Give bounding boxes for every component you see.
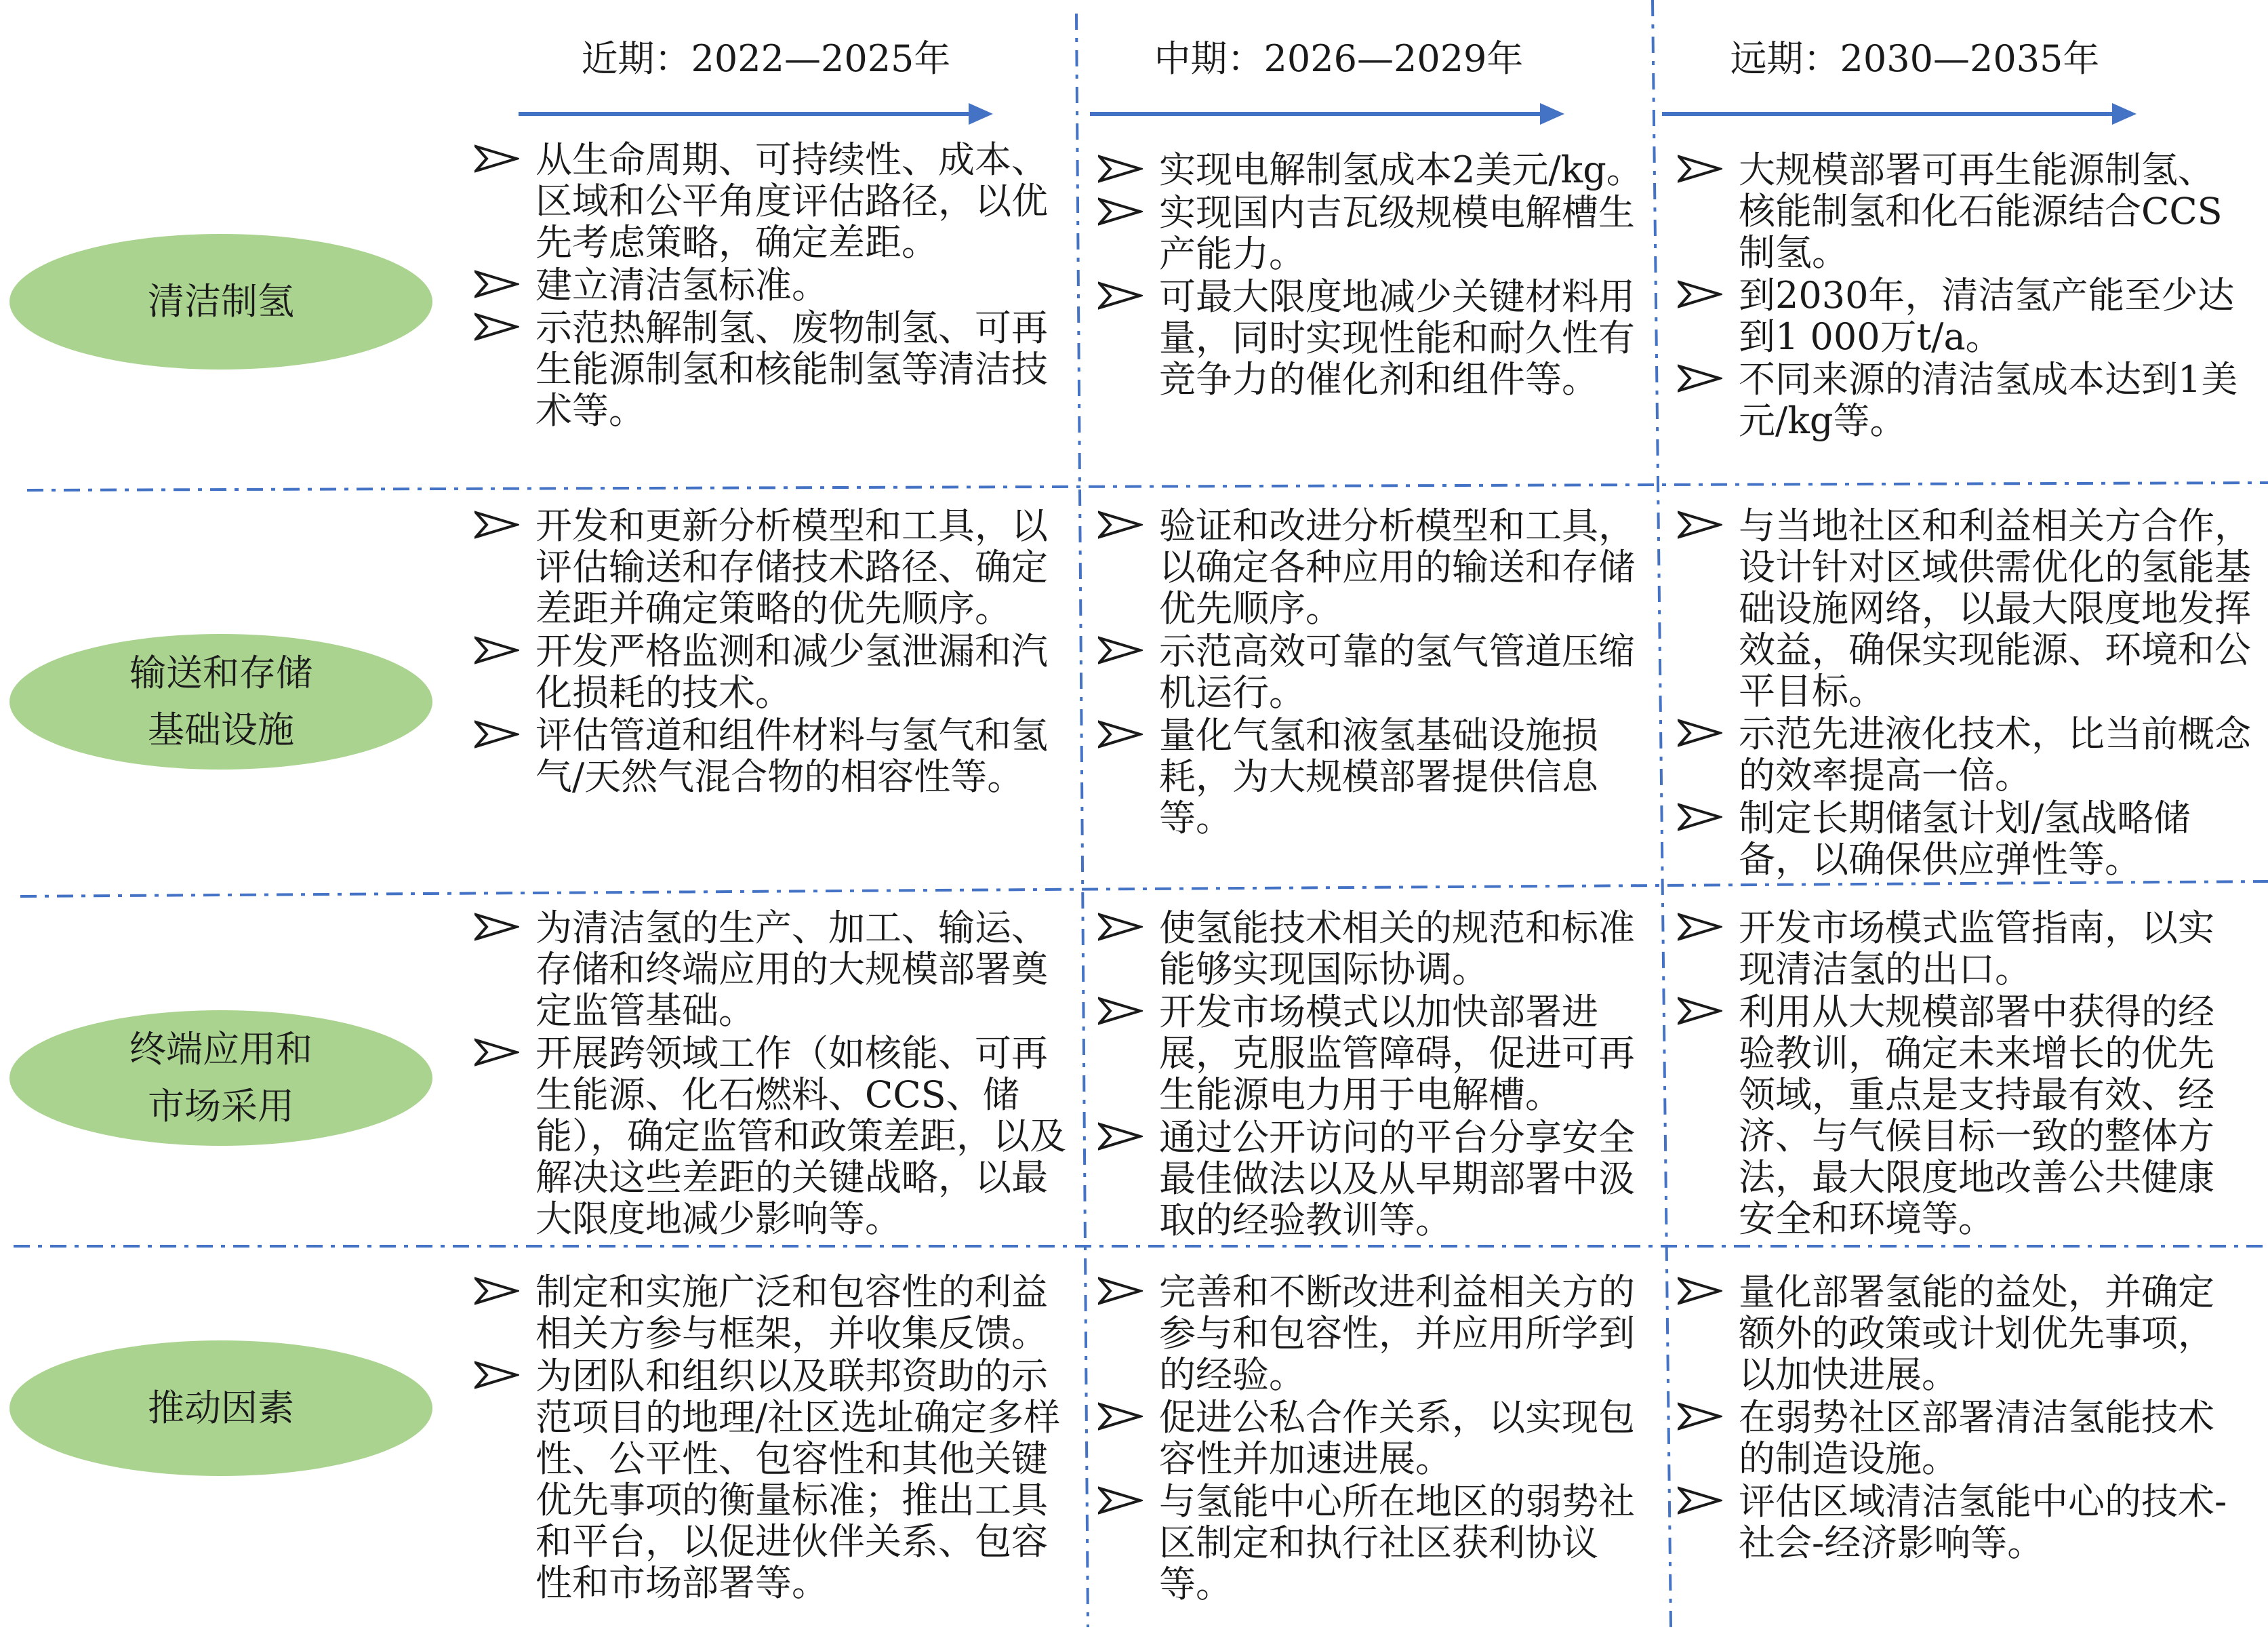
list-item-text: 实现国内吉瓦级规模电解槽生产能力。 (1159, 191, 1635, 275)
list-item (474, 631, 1068, 713)
cell-r2-c2 (1678, 907, 2247, 1241)
list-item-text: 实现电解制氢成本2美元/kg。 (1159, 148, 1643, 191)
list-item-text: 完善和不断改进利益相关方的参与和包容性，并应用所学到的经验。 (1159, 1271, 1635, 1396)
arrowhead-bullet-icon (1678, 718, 1722, 748)
arrow-far (1662, 100, 2137, 127)
list-item-text: 与当地社区和利益相关方合作，设计针对区域供需优化的氢能基础设施网络，以最大限度地发挥效益，确保实现能源、环境和公平目标。 (1739, 504, 2251, 713)
cell-r2-c0 (474, 907, 1068, 1241)
arrowhead-bullet-icon (1678, 510, 1722, 540)
arrowhead-bullet-icon (474, 719, 519, 749)
list-item-text: 大规模部署可再生能源制氢、核能制氢和化石能源结合CCS制氢。 (1739, 148, 2223, 274)
list-item-text: 促进公私合作关系，以实现包容性并加速进展。 (1159, 1396, 1635, 1480)
arrowhead-bullet-icon (1678, 279, 1722, 309)
arrowhead-bullet-icon (1678, 912, 1722, 942)
arrowhead-bullet-icon (1098, 1401, 1143, 1431)
arrowhead-bullet-icon (1678, 154, 1722, 184)
list-item (1098, 631, 1671, 713)
list-item (474, 505, 1068, 629)
list-item-text: 开发市场模式监管指南，以实现清洁氢的出口。 (1739, 906, 2214, 991)
period-header-near: 近期：2022—2025年 (581, 37, 951, 80)
list-item (1678, 1481, 2247, 1563)
list-item (1678, 505, 2261, 712)
arrow-mid (1090, 100, 1564, 127)
list-item (474, 264, 1068, 306)
arrowhead-bullet-icon (1678, 363, 1722, 393)
arrowhead-bullet-icon (474, 269, 519, 299)
row-label-end-use-market-text: 终端应用和市场采用 (129, 1028, 312, 1128)
list-item (1678, 275, 2247, 357)
list-item (1678, 713, 2261, 796)
period-header-mid: 中期：2026—2029年 (1154, 37, 1524, 80)
list-item-text: 量化部署氢能的益处，并确定额外的政策或计划优先事项，以加快进展。 (1739, 1271, 2214, 1396)
list-item (1678, 359, 2247, 441)
list-item-text: 可最大限度地减少关键材料用量，同时实现性能和耐久性有竞争力的催化剂和组件等。 (1159, 275, 1635, 401)
row-label-end-use-market (9, 1010, 432, 1146)
arrowhead-bullet-icon (1678, 1486, 1722, 1515)
list-item (474, 139, 1068, 263)
arrowhead-bullet-icon (1098, 719, 1143, 749)
list-item (474, 907, 1068, 1031)
list-item (1098, 276, 1671, 400)
row-label-enablers: 推动因素 (9, 1340, 432, 1476)
arrowhead-bullet-icon (1678, 1401, 1722, 1431)
list-item-text: 开发严格监测和减少氢泄漏和汽化损耗的技术。 (535, 630, 1048, 714)
arrowhead-bullet-icon (1678, 1276, 1722, 1306)
arrowhead-bullet-icon (1098, 1276, 1143, 1306)
list-item-text: 示范热解制氢、废物制氢、可再生能源制氢和核能制氢等清洁技术等。 (535, 306, 1048, 432)
arrowhead-bullet-icon (474, 510, 519, 540)
cell-r1-c2 (1678, 505, 2261, 881)
list-item (1098, 1271, 1671, 1395)
list-item (1098, 149, 1671, 191)
list-item-text: 利用从大规模部署中获得的经验教训，确定未来增长的优先领域，重点是支持最有效、经济、与气候目标一致的整体方法，最大限度地改善公共健康安全和环境等。 (1739, 991, 2214, 1240)
divider-horizontal-1 (27, 483, 2268, 490)
list-item-text: 评估管道和组件材料与氢气和氢气/天然气混合物的相容性等。 (535, 714, 1048, 798)
list-item-text: 不同来源的清洁氢成本达到1美元/kg等。 (1739, 358, 2238, 442)
list-item (1678, 1397, 2247, 1479)
arrowhead-bullet-icon (474, 312, 519, 342)
list-item (1098, 1117, 1671, 1241)
row-label-transport-storage (9, 634, 432, 770)
arrowhead-bullet-icon (1098, 635, 1143, 665)
list-item (1098, 505, 1671, 629)
list-item-text: 开展跨领域工作（如核能、可再生能源、化石燃料、CCS、储能），确定监管和政策差距，以及解决这些差距的关键战略，以最大限度地减少影响等。 (535, 1032, 1066, 1240)
list-item-text: 制定和实施广泛和包容性的利益相关方参与框架，并收集反馈。 (535, 1271, 1048, 1355)
list-item-text: 使氢能技术相关的规范和标准能够实现国际协调。 (1159, 906, 1635, 991)
list-item (1678, 797, 2261, 880)
cell-r0-c2 (1678, 149, 2247, 443)
list-item (1678, 1271, 2247, 1395)
arrowhead-bullet-icon (474, 1037, 519, 1067)
arrowhead-bullet-icon (1678, 996, 1722, 1026)
list-item (474, 307, 1068, 431)
arrowhead-bullet-icon (474, 1276, 519, 1306)
arrowhead-bullet-icon (474, 1360, 519, 1390)
list-item (1098, 715, 1671, 839)
list-item-text: 制定长期储氢计划/氢战略储备，以确保供应弹性等。 (1739, 797, 2191, 881)
cell-r2-c1 (1098, 907, 1671, 1242)
list-item-text: 为清洁氢的生产、加工、输运、存储和终端应用的大规模部署奠定监管基础。 (535, 906, 1048, 1032)
list-item-text: 开发市场模式以加快部署进展，克服监管障碍，促进可再生能源电力用于电解槽。 (1159, 991, 1635, 1116)
list-item-text: 到2030年，清洁氢产能至少达到1 000万t/a。 (1739, 274, 2235, 358)
cell-r3-c2 (1678, 1271, 2247, 1565)
arrowhead-bullet-icon (474, 144, 519, 174)
list-item (1678, 907, 2247, 990)
list-item (1678, 149, 2247, 273)
arrowhead-bullet-icon (1098, 281, 1143, 311)
arrowhead-bullet-icon (1098, 1486, 1143, 1515)
divider-vertical-1 (1076, 14, 1088, 1627)
list-item-text: 示范先进液化技术，比当前概念的效率提高一倍。 (1739, 713, 2251, 797)
list-item-text: 量化气氢和液氢基础设施损耗，为大规模部署提供信息等。 (1159, 714, 1598, 839)
list-item-text: 建立清洁氢标准。 (535, 264, 828, 306)
list-item (474, 1033, 1068, 1239)
cell-r3-c1 (1098, 1271, 1671, 1606)
list-item-text: 从生命周期、可持续性、成本、区域和公平角度评估路径，以优先考虑策略，确定差距。 (535, 138, 1048, 264)
list-item (474, 715, 1068, 797)
list-item-text: 示范高效可靠的氢气管道压缩机运行。 (1159, 630, 1635, 714)
list-item (1098, 192, 1671, 275)
list-item (1678, 991, 2247, 1239)
list-item (1098, 1481, 1671, 1605)
arrowhead-bullet-icon (1098, 1121, 1143, 1151)
list-item (1098, 1397, 1671, 1479)
arrowhead-bullet-icon (1098, 154, 1143, 184)
arrowhead-bullet-icon (474, 912, 519, 942)
list-item (474, 1271, 1068, 1354)
list-item-text: 通过公开访问的平台分享安全最佳做法以及从早期部署中汲取的经验教训等。 (1159, 1116, 1635, 1241)
row-label-transport-storage-text: 输送和存储基础设施 (129, 652, 312, 751)
period-header-far: 远期：2030—2035年 (1730, 37, 2100, 80)
cell-r0-c0 (474, 139, 1068, 433)
arrowhead-bullet-icon (1098, 510, 1143, 540)
list-item (1098, 907, 1671, 990)
list-item (1098, 991, 1671, 1115)
row-label-clean-production: 清洁制氢 (9, 234, 432, 370)
list-item-text: 验证和改进分析模型和工具，以确定各种应用的输送和存储优先顺序。 (1159, 504, 1635, 630)
arrowhead-bullet-icon (474, 635, 519, 665)
list-item-text: 与氢能中心所在地区的弱势社区制定和执行社区获利协议等。 (1159, 1480, 1635, 1606)
arrow-near (519, 100, 993, 127)
cell-r0-c1 (1098, 149, 1671, 401)
list-item-text: 开发和更新分析模型和工具，以评估输送和存储技术路径、确定差距并确定策略的优先顺序。 (535, 504, 1048, 630)
list-item-text: 评估区域清洁氢能中心的技术-社会-经济影响等。 (1739, 1480, 2227, 1564)
cell-r3-c0 (474, 1271, 1068, 1605)
cell-r1-c0 (474, 505, 1068, 799)
list-item (474, 1355, 1068, 1603)
arrowhead-bullet-icon (1098, 996, 1143, 1026)
arrowhead-bullet-icon (1098, 912, 1143, 942)
list-item-text: 为团队和组织以及联邦资助的示范项目的地理/社区选址确定多样性、公平性、包容性和其他关键优先事项的衡量标准；推出工具和平台，以促进伙伴关系、包容性和市场部署等。 (535, 1355, 1061, 1604)
list-item-text: 在弱势社区部署清洁氢能技术的制造设施。 (1739, 1396, 2214, 1480)
cell-r1-c1 (1098, 505, 1671, 840)
arrowhead-bullet-icon (1098, 197, 1143, 226)
divider-horizontal-2 (20, 881, 2268, 896)
arrowhead-bullet-icon (1678, 802, 1722, 832)
